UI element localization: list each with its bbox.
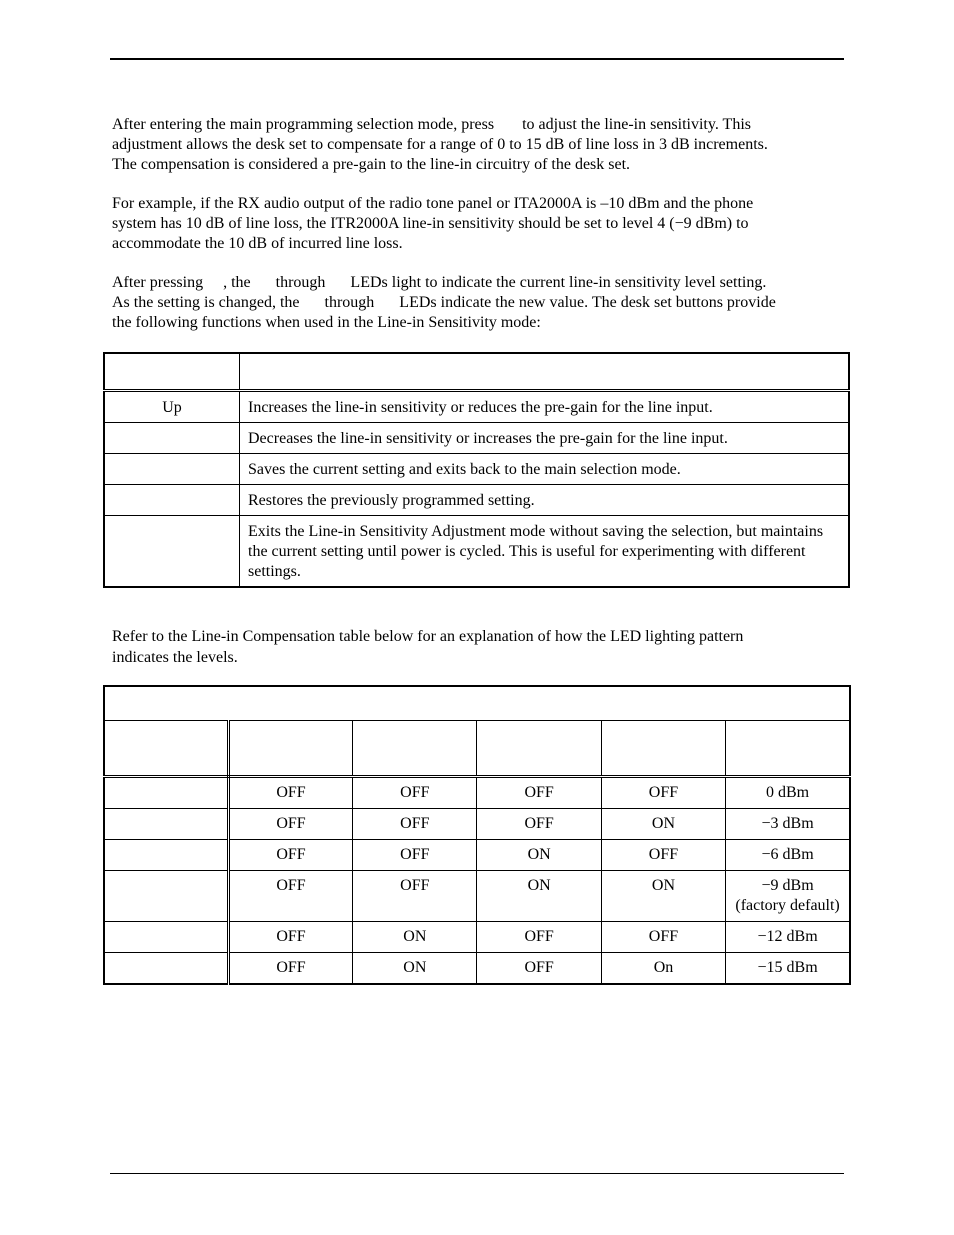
table-row [104, 391, 849, 423]
header-cell-compensation [726, 721, 850, 777]
led-state-cell: OFF [477, 809, 601, 840]
text-line: the following functions when used in the Line-in Sensitivity mode: [112, 314, 541, 331]
led-state-cell: OFF [477, 777, 601, 809]
led-state-cell: OFF [228, 871, 352, 922]
function-desc-cell: Decreases the line-in sensitivity or increases the pre-gain for the line input. [240, 423, 850, 454]
level-cell [104, 809, 228, 840]
table-row [104, 840, 850, 871]
table-row [104, 516, 849, 588]
button-cell [104, 516, 240, 588]
led-state-cell: OFF [228, 840, 352, 871]
table-row [104, 454, 849, 485]
led-state-cell: ON [477, 840, 601, 871]
text-line: to adjust the line-in sensitivity. This [522, 116, 751, 133]
intro-paragraph-3 [112, 273, 842, 333]
led-state-cell: OFF [353, 777, 477, 809]
text-line: LEDs light to indicate the current line-in sensitivity level setting. [350, 274, 767, 291]
level-cell [104, 953, 228, 985]
text-line: The compensation is considered a pre-gain to the line-in circuitry of the desk set. [112, 156, 631, 173]
led-state-cell: ON [601, 871, 725, 922]
table-title-row [104, 686, 850, 721]
led-state-cell: OFF [353, 871, 477, 922]
table-row [104, 871, 850, 922]
table-row [104, 922, 850, 953]
table-row [104, 777, 850, 809]
led-state-cell: OFF [601, 922, 725, 953]
compensation-value: −9 dBm [761, 877, 814, 894]
led-state-cell: OFF [477, 922, 601, 953]
led-state-cell: On [601, 953, 725, 985]
led-state-cell: OFF [228, 953, 352, 985]
header-cell-led [353, 721, 477, 777]
text-line: As the setting is changed, the [112, 294, 300, 311]
text-line: Refer to the Line-in Compensation table below for an explanation of how the LED lighting pattern [112, 628, 744, 645]
led-state-cell: ON [601, 809, 725, 840]
text-line: through [324, 294, 375, 311]
title-cell [104, 686, 850, 721]
led-state-cell: OFF [601, 777, 725, 809]
text-line: adjustment allows the desk set to compensate for a range of 0 to 15 dB of line loss in 3 dB increments. [112, 136, 768, 153]
header-cell-led [601, 721, 725, 777]
button-cell: Up [104, 391, 240, 423]
button-cell [104, 423, 240, 454]
compensation-value-cell: −6 dBm [726, 840, 850, 871]
header-cell [240, 353, 850, 391]
table-header-row [104, 353, 849, 391]
text-line: accommodate the 10 dB of incurred line loss. [112, 235, 403, 252]
text-line: After pressing [112, 274, 204, 291]
table-row [104, 953, 850, 985]
table-row [104, 485, 849, 516]
compensation-value-cell: −15 dBm [726, 953, 850, 985]
table-header-row [104, 721, 850, 777]
led-state-cell: OFF [228, 922, 352, 953]
table-row [104, 809, 850, 840]
header-cell-level [104, 721, 228, 777]
function-desc-cell: Restores the previously programmed setting. [240, 485, 850, 516]
led-state-cell: OFF [228, 777, 352, 809]
led-state-cell: OFF [353, 840, 477, 871]
function-desc-cell: Exits the Line-in Sensitivity Adjustment mode without saving the selection, but maintains the current setting until power is cycled. This is useful for experimenting with different settings. [240, 516, 850, 588]
button-functions-table [103, 352, 850, 588]
text-line: , the [223, 274, 251, 291]
text-line: indicates the levels. [112, 649, 238, 666]
factory-default-note: (factory default) [735, 897, 840, 914]
line-in-compensation-table [103, 685, 851, 985]
refer-paragraph [112, 626, 842, 668]
text-line: For example, if the RX audio output of the radio tone panel or ITA2000A is –10 dBm and the phone [112, 195, 754, 212]
header-cell-led [477, 721, 601, 777]
intro-paragraph-1 [112, 115, 842, 175]
level-cell [104, 922, 228, 953]
level-cell [104, 840, 228, 871]
intro-paragraph-2 [112, 194, 842, 254]
led-state-cell: OFF [601, 840, 725, 871]
led-state-cell: OFF [353, 809, 477, 840]
led-state-cell: OFF [228, 809, 352, 840]
led-state-cell: ON [353, 953, 477, 985]
text-line: system has 10 dB of line loss, the ITR2000A line-in sensitivity should be set to level 4 (−9 dBm) to [112, 215, 749, 232]
level-cell [104, 871, 228, 922]
compensation-value-cell: −12 dBm [726, 922, 850, 953]
button-cell [104, 454, 240, 485]
text-line: through [275, 274, 326, 291]
function-desc-cell: Saves the current setting and exits back to the main selection mode. [240, 454, 850, 485]
footer-rule [110, 1173, 844, 1174]
button-cell [104, 485, 240, 516]
header-cell [104, 353, 240, 391]
function-desc-cell: Increases the line-in sensitivity or reduces the pre-gain for the line input. [240, 391, 850, 423]
compensation-value-cell: 0 dBm [726, 777, 850, 809]
compensation-value-cell: −3 dBm [726, 809, 850, 840]
table-row [104, 423, 849, 454]
led-state-cell: ON [353, 922, 477, 953]
led-state-cell: ON [477, 871, 601, 922]
level-cell [104, 777, 228, 809]
text-line: LEDs indicate the new value. The desk set buttons provide [399, 294, 776, 311]
header-rule [110, 58, 844, 60]
led-state-cell: OFF [477, 953, 601, 985]
compensation-value-cell [726, 871, 850, 922]
text-line: After entering the main programming selection mode, press [112, 116, 495, 133]
header-cell-led [228, 721, 352, 777]
